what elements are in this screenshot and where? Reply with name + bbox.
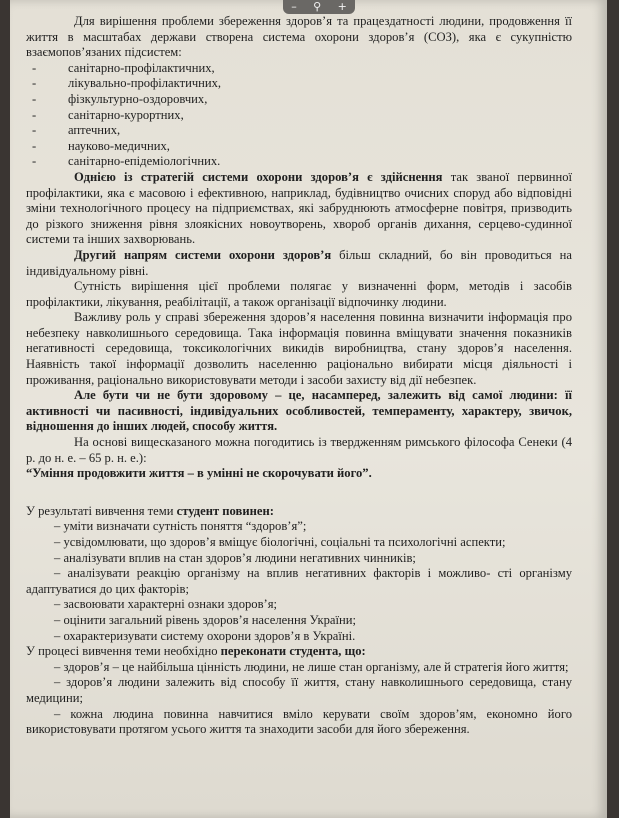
convince-list [26, 660, 572, 738]
list-item: – оцінити загальний рівень здоров’я населення України; [54, 612, 356, 627]
list-item: – засвоювати характерні ознаки здоров’я; [54, 597, 278, 612]
list-item: - аптечних, [32, 123, 121, 138]
zoom-out-button[interactable]: – [291, 0, 297, 13]
list-item: – аналізувати реакцію організму на вплив негативних факторів і можливо- сті організму адаптуватися до цих факторів; [26, 566, 572, 596]
list-item: – аналізувати вплив на стан здоров’я людини негативних чинників; [54, 550, 416, 565]
results-heading: У результаті вивчення теми студент повинен: [26, 503, 274, 518]
document-text [26, 14, 572, 738]
strategy-one-paragraph: Однією із стратегій системи охорони здоров’я є здійснення так званої первинної профілактики, яка є масовою і ефективною, наприклад, будівництво очисних споруд або відповідні зміни технологічного процесу на підприємствах, які забруднюють атмосферне повітря, призводить до різкого зниження рівня злоякісних новоутворень, хвороб органів дихання, серцево-судинної системи та інших захворювань. [26, 169, 572, 247]
subsystem-list [26, 61, 572, 170]
list-item: - санітарно-курортних, [32, 107, 184, 122]
list-item: – усвідомлювати, що здоров’я вміщує біологічні, соціальні та психологічні аспекти; [54, 535, 506, 549]
results-list [26, 519, 572, 644]
list-item: – охарактеризувати систему охорони здоров’я в Україні. [54, 628, 356, 643]
seneca-paragraph: На основі вищесказаного можна погодитись із твердженням римського філософа Сенеки (4 р. до н. е. – 65 р. н. е.): [26, 435, 572, 465]
intro-paragraph: Для вирішення проблеми збереження здоров’я та працездатності людини, продовження її життя в масштабах держави створена система охорони здоров’я (СОЗ), яка є сукупністю взаємопов’язаних підсистем: [26, 14, 572, 60]
zoom-toolbar [283, 0, 355, 14]
list-item: - лікувально-профілактичних, [32, 76, 222, 91]
list-item: – здоров’я людини залежить від способу її життя, стану навколишнього середовища, стану медицини; [26, 675, 572, 705]
essence-paragraph: Сутність вирішення цієї проблеми полягає у визначенні форм, методів і засобів профілактики, лікування, реабілітації, а також організації відпочинку людини. [26, 279, 572, 309]
list-item: - фізкультурно-оздоровчих, [32, 91, 208, 106]
list-item: – уміти визначати сутність поняття “здоров’я”; [54, 519, 307, 534]
seneca-quote: “Уміння продовжити життя – в умінні не скорочувати його”. [26, 466, 372, 481]
zoom-magnifier-icon[interactable]: ⚲ [313, 0, 322, 13]
strategy-two-paragraph: Другий напрям системи охорони здоров’я більш складний, бо він проводиться на індивідуальному рівні. [26, 247, 572, 278]
be-or-not-paragraph: Але бути чи не бути здоровому – це, насамперед, залежить від самої людини: її активності чи пасивності, індивідуальних особливостей, темпераменту, характеру, звичок, відношення до інших людей, способу життя. [26, 388, 572, 434]
list-item: - санітарно-епідеміологічних. [32, 154, 221, 169]
list-item: - санітарно-профілактичних, [32, 60, 215, 75]
convince-heading: У процесі вивчення теми необхідно переконати студента, що: [26, 644, 366, 659]
list-item: - науково-медичних, [32, 138, 170, 153]
zoom-in-button[interactable]: + [337, 0, 347, 13]
list-item: – кожна людина повинна навчитися вміло керувати своїм здоров’ям, економно його використовувати протягом усього життя та знаходити засоби для його збереження. [26, 706, 572, 737]
information-role-paragraph: Важливу роль у справі збереження здоров’я населення повинна визначити інформація про небезпеку навколишнього середовища. Така інформація повинна вміщувати значення показників негативності середовища, токсикологічних викидів виробництва, стану здоров’я населення. Наявність такої інформації дозволить населенню раціонально вибирати місця діяльності і проживання, раціонально використовувати методи і засоби захисту від дії небезпек. [26, 310, 572, 387]
list-item: – здоров’я – це найбільша цінність людини, не лише стан організму, але й стратегія його життя; [54, 659, 569, 674]
